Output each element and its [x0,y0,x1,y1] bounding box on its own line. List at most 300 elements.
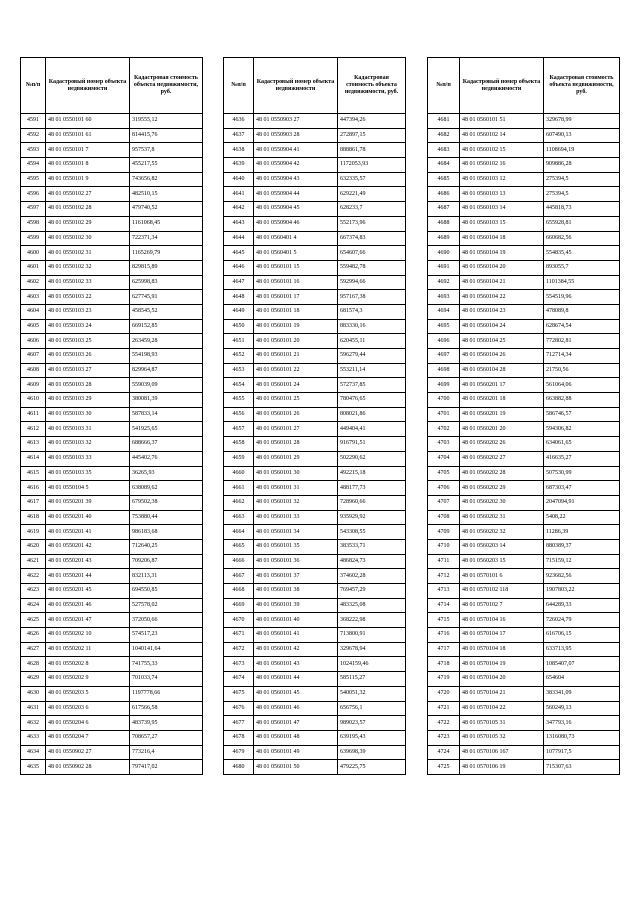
cadastral-cost: 416635,27 [544,451,620,466]
cadastral-cost: 478089,8 [544,304,620,319]
table-row [21,319,203,334]
cadastral-number: 48 01 0560101 33 [254,510,338,525]
table-row [21,407,203,422]
row-number: 4708 [428,510,460,525]
cadastral-cost: 773216,4 [130,745,203,760]
cadastral-cost: 880389,37 [544,539,620,554]
table-row [428,231,620,246]
cadastral-cost: 559039,09 [130,378,203,393]
cadastral-cost: 688666,37 [130,437,203,452]
cadastral-cost: 832113,31 [130,569,203,584]
table-row [428,114,620,129]
cadastral-cost: 445818,73 [544,202,620,217]
row-number: 4624 [21,598,46,613]
cadastral-cost: 957167,38 [338,290,406,305]
table-row [224,481,406,496]
table-row [224,539,406,554]
row-number: 4592 [21,128,46,143]
table-row [224,584,406,599]
cadastral-number: 48 01 0550103 26 [46,349,130,364]
table-row [428,260,620,275]
cadastral-cost: 329678,94 [338,642,406,657]
table-row [21,745,203,760]
cadastral-cost: 1197778,66 [130,686,203,701]
cadastral-cost: 586746,57 [544,407,620,422]
cadastral-cost: 694550,85 [130,584,203,599]
cadastral-number: 48 01 0550102 27 [46,187,130,202]
cadastral-number: 48 01 0560104 22 [460,290,544,305]
row-number: 4709 [428,525,460,540]
table-row [428,437,620,452]
cadastral-cost: 829964,87 [130,363,203,378]
row-number: 4717 [428,642,460,657]
cadastral-number: 48 01 0560103 12 [460,172,544,187]
row-number: 4663 [224,510,254,525]
row-number: 4701 [428,407,460,422]
table-row [21,246,203,261]
row-number: 4639 [224,158,254,173]
cadastral-number: 48 01 0560101 28 [254,437,338,452]
cadastral-number: 48 01 0560101 49 [254,745,338,760]
row-number: 4612 [21,422,46,437]
table-row [428,143,620,158]
row-number: 4664 [224,525,254,540]
cadastral-number: 48 01 0550202 10 [46,628,130,643]
cadastral-cost: 616706,15 [544,628,620,643]
cadastral-number: 48 01 0570105 32 [460,730,544,745]
cadastral-number: 48 01 0550201 40 [46,510,130,525]
table-row [224,319,406,334]
table-row [428,657,620,672]
table-row [224,202,406,217]
cadastral-number: 48 01 0570104 22 [460,701,544,716]
table-row [21,187,203,202]
cadastral-cost: 507530,99 [544,466,620,481]
cadastral-cost: 667374,83 [338,231,406,246]
cadastral-cost: 814415,76 [130,128,203,143]
cadastral-number: 48 01 0560101 47 [254,716,338,731]
cadastral-cost: 540051,32 [338,686,406,701]
row-number: 4643 [224,216,254,231]
cadastral-cost: 372050,66 [130,613,203,628]
table-row [428,393,620,408]
cadastral-number: 48 01 0560102 16 [460,158,544,173]
cadastral-number: 48 01 0560101 15 [254,260,338,275]
table-row [224,187,406,202]
row-number: 4618 [21,510,46,525]
row-number: 4677 [224,716,254,731]
row-number: 4660 [224,466,254,481]
cadastral-cost: 722371,34 [130,231,203,246]
cadastral-cost: 11286,39 [544,525,620,540]
cadastral-number: 48 01 0560104 21 [460,275,544,290]
row-number: 4601 [21,260,46,275]
cadastral-number: 48 01 0560102 14 [460,128,544,143]
table-row [21,569,203,584]
cadastral-number: 48 01 0560202 26 [460,437,544,452]
row-number: 4659 [224,451,254,466]
table-header [21,58,203,114]
cadastral-number: 48 01 0560401 5 [254,246,338,261]
row-number: 4625 [21,613,46,628]
table-row [224,451,406,466]
row-number: 4718 [428,657,460,672]
table-row [428,202,620,217]
cadastral-cost: 543308,55 [338,525,406,540]
cadastral-cost: 772802,81 [544,334,620,349]
cadastral-number: 48 01 0550204 6 [46,716,130,731]
table-row [21,672,203,687]
cadastral-number: 48 01 0550101 61 [46,128,130,143]
row-number: 4661 [224,481,254,496]
cadastral-number: 48 01 0570104 16 [460,613,544,628]
row-number: 4669 [224,598,254,613]
cadastral-cost: 769457,29 [338,584,406,599]
row-number: 4595 [21,172,46,187]
row-number: 4685 [428,172,460,187]
table-row [224,393,406,408]
cadastral-number: 48 01 0560101 48 [254,730,338,745]
property-table-2 [223,57,406,775]
table-row [21,260,203,275]
row-number: 4604 [21,304,46,319]
cadastral-cost: 656756,1 [338,701,406,716]
table-row [224,290,406,305]
cadastral-number: 48 01 0560101 24 [254,378,338,393]
cadastral-cost: 743656,82 [130,172,203,187]
cadastral-number: 48 01 0560101 50 [254,760,338,775]
cadastral-cost: 780476,65 [338,393,406,408]
row-number: 4678 [224,730,254,745]
cadastral-number: 48 01 0570105 31 [460,716,544,731]
row-number: 4606 [21,334,46,349]
cadastral-cost: 492215,18 [338,466,406,481]
table-row [224,525,406,540]
table-header [224,58,406,114]
row-number: 4715 [428,613,460,628]
cadastral-number: 48 01 0570104 20 [460,672,544,687]
cadastral-cost: 561064,06 [544,378,620,393]
row-number: 4723 [428,730,460,745]
table-row [21,760,203,775]
cadastral-cost: 679502,38 [130,495,203,510]
row-number: 4675 [224,686,254,701]
cadastral-number: 48 01 0560101 25 [254,393,338,408]
cadastral-number: 48 01 0550201 39 [46,495,130,510]
row-number: 4710 [428,539,460,554]
table-row [428,172,620,187]
table-row [21,216,203,231]
cadastral-number: 48 01 0550902 27 [46,745,130,760]
table-row [428,598,620,613]
cadastral-number: 48 01 0560104 18 [460,231,544,246]
table-row [224,378,406,393]
table-row [428,642,620,657]
cadastral-number: 48 01 0570106 167 [460,745,544,760]
cadastral-cost: 275394,5 [544,187,620,202]
cadastral-cost: 587833,14 [130,407,203,422]
table-row [224,246,406,261]
row-number: 4671 [224,628,254,643]
cadastral-number: 48 01 0560202 30 [460,495,544,510]
table-row [224,437,406,452]
header-cadastral-cost: Кадастровая стоимость объекта недвижимости, руб. [130,58,203,114]
cadastral-cost: 1161068,45 [130,216,203,231]
cadastral-cost: 319555,12 [130,114,203,129]
cadastral-cost: 625998,83 [130,275,203,290]
row-number: 4598 [21,216,46,231]
cadastral-number: 48 01 0570104 19 [460,657,544,672]
row-number: 4680 [224,760,254,775]
row-number: 4637 [224,128,254,143]
table-row [224,216,406,231]
table-row [428,510,620,525]
cadastral-number: 48 01 0550903 27 [254,114,338,129]
row-number: 4634 [21,745,46,760]
cadastral-number: 48 01 0560101 16 [254,275,338,290]
cadastral-cost: 654607,66 [338,246,406,261]
row-number: 4646 [224,260,254,275]
cadastral-number: 48 01 0560201 19 [460,407,544,422]
table-row [224,613,406,628]
table-body [21,114,203,775]
row-number: 4679 [224,745,254,760]
cadastral-cost: 708657,27 [130,730,203,745]
table-row [428,349,620,364]
table-row [224,642,406,657]
cadastral-cost: 263459,28 [130,334,203,349]
cadastral-cost: 753880,44 [130,510,203,525]
table-row [224,716,406,731]
cadastral-cost: 479225,75 [338,760,406,775]
cadastral-number: 48 01 0560101 43 [254,657,338,672]
row-number: 4600 [21,246,46,261]
cadastral-cost: 554198,93 [130,349,203,364]
table-row [428,216,620,231]
table-row [224,628,406,643]
row-number: 4672 [224,642,254,657]
row-number: 4719 [428,672,460,687]
row-number: 4609 [21,378,46,393]
table-row [428,554,620,569]
cadastral-number: 48 01 0560101 51 [460,114,544,129]
table-row [21,701,203,716]
cadastral-cost: 541925,65 [130,422,203,437]
row-number: 4684 [428,158,460,173]
cadastral-cost: 709206,87 [130,554,203,569]
table-row [224,172,406,187]
cadastral-number: 48 01 0560101 29 [254,451,338,466]
cadastral-cost: 347793,16 [544,716,620,731]
row-number: 4694 [428,304,460,319]
table-row [21,686,203,701]
cadastral-cost: 701033,74 [130,672,203,687]
table-body [224,114,406,775]
row-number: 4591 [21,114,46,129]
row-number: 4610 [21,393,46,408]
row-number: 4720 [428,686,460,701]
cadastral-number: 48 01 0560101 40 [254,613,338,628]
row-number: 4652 [224,349,254,364]
cadastral-number: 48 01 0560104 20 [460,260,544,275]
row-number: 4666 [224,554,254,569]
table-row [21,613,203,628]
row-number: 4628 [21,657,46,672]
cadastral-number: 48 01 0560201 18 [460,393,544,408]
row-number: 4629 [21,672,46,687]
cadastral-number: 48 01 0550103 28 [46,378,130,393]
row-number: 4656 [224,407,254,422]
table-row [428,451,620,466]
table-row [224,672,406,687]
row-number: 4690 [428,246,460,261]
cadastral-cost: 923682,56 [544,569,620,584]
cadastral-number: 48 01 0560101 41 [254,628,338,643]
cadastral-number: 48 01 0550201 42 [46,539,130,554]
cadastral-cost: 607490,13 [544,128,620,143]
header-cadastral-number: Кадастровый номер объекта недвижимости [460,58,544,114]
table-row [224,730,406,745]
row-number: 4687 [428,202,460,217]
table-row [428,187,620,202]
row-number: 4686 [428,187,460,202]
row-number: 4682 [428,128,460,143]
cadastral-cost: 632335,57 [338,172,406,187]
cadastral-cost: 617566,58 [130,701,203,716]
cadastral-cost: 660682,56 [544,231,620,246]
table-row [224,143,406,158]
row-number: 4725 [428,760,460,775]
cadastral-number: 48 01 0550904 46 [254,216,338,231]
cadastral-cost: 986183,68 [130,525,203,540]
row-number: 4689 [428,231,460,246]
cadastral-number: 48 01 0550103 24 [46,319,130,334]
cadastral-number: 48 01 0570104 17 [460,628,544,643]
cadastral-number: 48 01 0560101 32 [254,495,338,510]
cadastral-number: 48 01 0550201 46 [46,598,130,613]
table-row [224,598,406,613]
row-number: 4721 [428,701,460,716]
row-number: 4638 [224,143,254,158]
table-body [428,114,620,775]
cadastral-number: 48 01 0550904 43 [254,172,338,187]
cadastral-number: 48 01 0550102 28 [46,202,130,217]
row-number: 4621 [21,554,46,569]
cadastral-number: 48 01 0560104 19 [460,246,544,261]
table-row [224,701,406,716]
cadastral-cost: 445402,76 [130,451,203,466]
header-number: №п/п [21,58,46,114]
cadastral-cost: 715159,12 [544,554,620,569]
cadastral-cost: 634061,65 [544,437,620,452]
cadastral-cost: 916791,51 [338,437,406,452]
header-cadastral-cost: Кадастровая стоимость объекта недвижимости, руб. [544,58,620,114]
table-row [21,628,203,643]
row-number: 4706 [428,481,460,496]
cadastral-number: 48 01 0550101 9 [46,172,130,187]
cadastral-number: 48 01 0560101 39 [254,598,338,613]
row-number: 4645 [224,246,254,261]
table-row [21,584,203,599]
cadastral-number: 48 01 0550103 23 [46,304,130,319]
cadastral-number: 48 01 0550201 45 [46,584,130,599]
row-number: 4623 [21,584,46,599]
table-row [21,716,203,731]
table-row [428,290,620,305]
cadastral-number: 48 01 0550904 42 [254,158,338,173]
cadastral-number: 48 01 0550101 7 [46,143,130,158]
cadastral-cost: 893055,7 [544,260,620,275]
row-number: 4602 [21,275,46,290]
row-number: 4688 [428,216,460,231]
cadastral-number: 48 01 0560104 26 [460,349,544,364]
cadastral-cost: 687303,47 [544,481,620,496]
row-number: 4616 [21,481,46,496]
row-number: 4611 [21,407,46,422]
row-number: 4642 [224,202,254,217]
table-row [21,393,203,408]
table-row [224,349,406,364]
row-number: 4695 [428,319,460,334]
cadastral-number: 48 01 0560101 38 [254,584,338,599]
table-row [224,128,406,143]
cadastral-number: 48 01 0560101 22 [254,363,338,378]
row-number: 4707 [428,495,460,510]
row-number: 4683 [428,143,460,158]
cadastral-cost: 552173,96 [338,216,406,231]
row-number: 4703 [428,437,460,452]
header-number: №п/п [224,58,254,114]
cadastral-cost: 380081,39 [130,393,203,408]
cadastral-number: 48 01 0560401 4 [254,231,338,246]
table-row [21,275,203,290]
row-number: 4597 [21,202,46,217]
row-number: 4681 [428,114,460,129]
row-number: 4619 [21,525,46,540]
cadastral-cost: 483739,95 [130,716,203,731]
table-row [428,378,620,393]
header-cadastral-number: Кадастровый номер объекта недвижимости [254,58,338,114]
cadastral-number: 48 01 0550102 31 [46,246,130,261]
cadastral-cost: 629221,49 [338,187,406,202]
row-number: 4676 [224,701,254,716]
cadastral-cost: 455217,55 [130,158,203,173]
cadastral-cost: 486824,73 [338,554,406,569]
cadastral-number: 48 01 0550201 44 [46,569,130,584]
row-number: 4716 [428,628,460,643]
cadastral-cost: 449404,41 [338,422,406,437]
row-number: 4596 [21,187,46,202]
cadastral-number: 48 01 0560203 15 [460,554,544,569]
table-row [21,304,203,319]
table-row [21,481,203,496]
row-number: 4647 [224,275,254,290]
cadastral-number: 48 01 0560101 19 [254,319,338,334]
row-number: 4713 [428,584,460,599]
cadastral-cost: 639195,43 [338,730,406,745]
row-number: 4655 [224,393,254,408]
cadastral-cost: 655928,81 [544,216,620,231]
cadastral-cost: 5408,22 [544,510,620,525]
row-number: 4605 [21,319,46,334]
cadastral-cost: 1085407,07 [544,657,620,672]
cadastral-number: 48 01 0560102 15 [460,143,544,158]
table-row [428,730,620,745]
table-row [21,642,203,657]
row-number: 4603 [21,290,46,305]
cadastral-cost: 644289,33 [544,598,620,613]
row-number: 4693 [428,290,460,305]
